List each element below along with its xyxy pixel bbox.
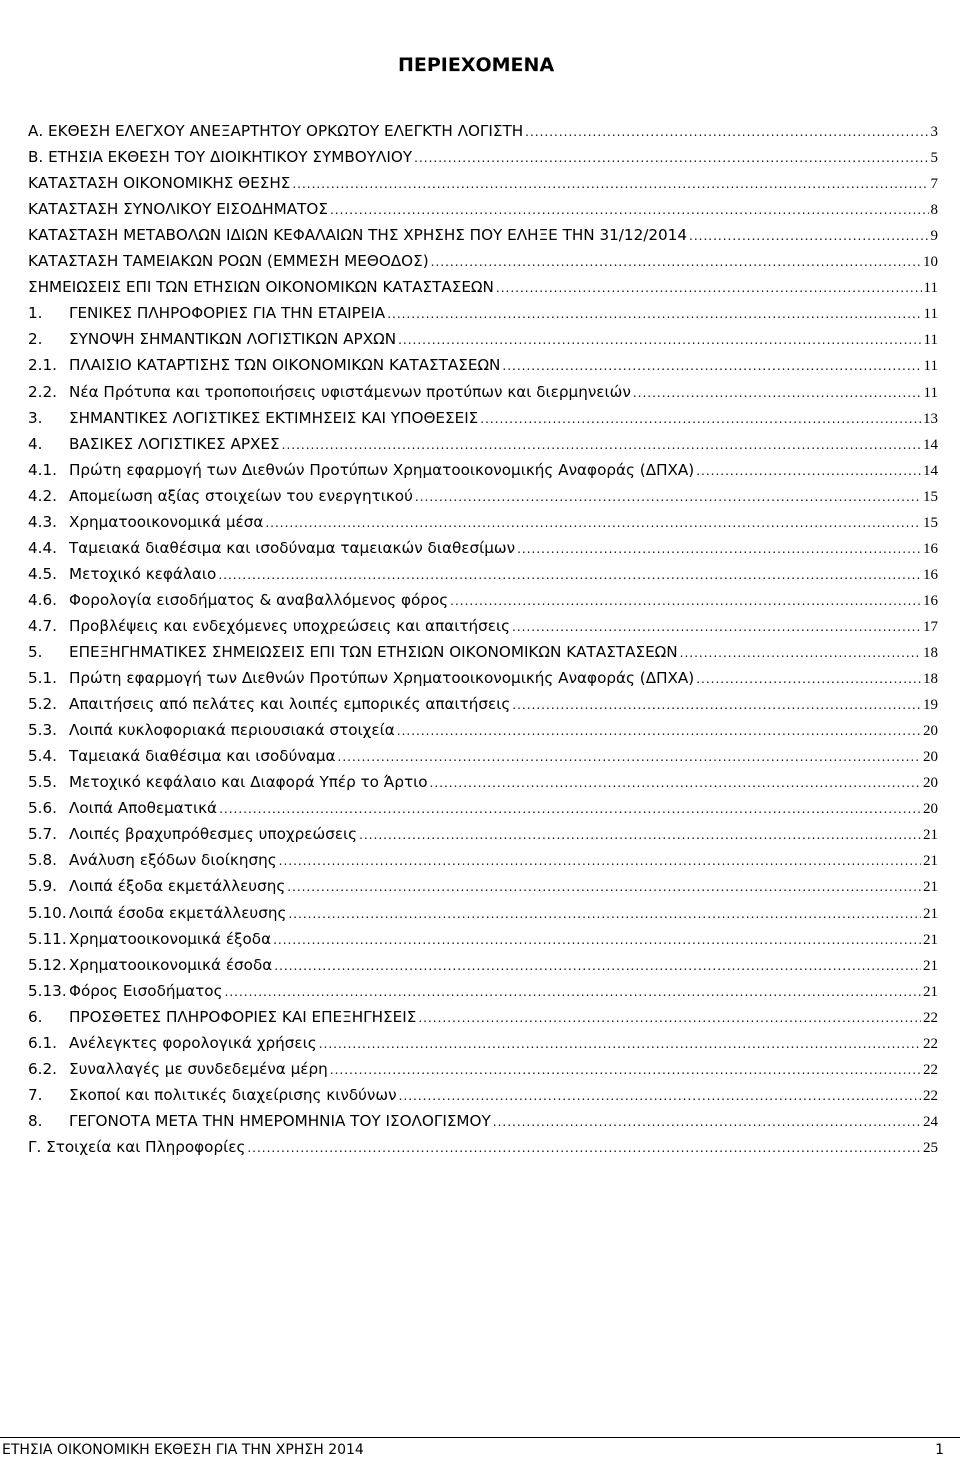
toc-entry-number: 5.7. (28, 825, 57, 844)
toc-entry-title: ΒΑΣΙΚΕΣ ΛΟΓΙΣΤΙΚΕΣ ΑΡΧΕΣ (69, 434, 280, 453)
toc-entry-page: 21 (923, 853, 938, 870)
toc-entry[interactable] (28, 721, 938, 747)
toc-dot-leader (282, 438, 921, 452)
toc-entry-page: 25 (923, 1139, 938, 1156)
toc-entry[interactable] (28, 904, 938, 930)
toc-entry-title: Προβλέψεις και ενδεχόμενες υποχρεώσεις και απαιτήσεις (69, 616, 511, 635)
toc-entry-title: Ταμειακά διαθέσιμα και ισοδύναμα ταμειακών διαθεσίμων (69, 538, 516, 557)
footer-title: ΕΤΗΣΙΑ ΟΙΚΟΝΟΜΙΚΗ ΕΚΘΕΣΗ ΓΙΑ ΤΗΝ ΧΡΗΣΗ 2014 (2, 1442, 364, 1458)
toc-entry[interactable] (28, 851, 938, 877)
toc-entry-page: 3 (930, 124, 938, 140)
toc-entry-number: 5.11. (28, 929, 67, 948)
toc-dot-leader (387, 307, 921, 321)
toc-entry-title: Σκοποί και πολιτικές διαχείρισης κινδύνων (69, 1085, 397, 1104)
toc-entry-title: Λοιπά Αποθεματικά (69, 799, 218, 818)
toc-entry-page: 22 (923, 1061, 938, 1078)
toc-entry-title: ΓΕΝΙΚΕΣ ΠΛΗΡΟΦΟΡΙΕΣ ΓΙΑ ΤΗΝ ΕΤΑΙΡΕΙΑ (69, 304, 386, 323)
toc-entry[interactable] (28, 278, 938, 304)
toc-entry-title: Μετοχικό κεφάλαιο και Διαφορά Υπέρ το Άρτιο (69, 773, 428, 792)
toc-entry-title: Λοιπά έξοδα εκμετάλλευσης (69, 877, 286, 896)
toc-dot-leader (502, 359, 921, 373)
toc-dot-leader (219, 802, 921, 816)
toc-entry-title: Λοιπές βραχυπρόθεσμες υποχρεώσεις (69, 825, 358, 844)
toc-dot-leader (633, 386, 922, 400)
toc-entry-page: 20 (923, 749, 938, 766)
toc-entry[interactable] (28, 982, 938, 1008)
toc-entry[interactable] (28, 877, 938, 903)
toc-entry-title: Πρώτη εφαρμογή των Διεθνών Προτύπων Χρηματοοικονομικής Αναφοράς (ΔΠΧΑ) (69, 460, 695, 479)
toc-entry[interactable] (28, 565, 938, 591)
toc-entry-title: ΚΑΤΑΣΤΑΣΗ ΜΕΤΑΒΟΛΩΝ ΙΔΙΩΝ ΚΕΦΑΛΑΙΩΝ ΤΗΣ ΧΡΗΣΗΣ ΠΟΥ ΕΛΗΞΕ ΤΗΝ 31/12/2014 (28, 226, 688, 245)
toc-dot-leader (330, 1063, 921, 1077)
toc-entry-title: Φορολογία εισοδήματος & αναβαλλόμενος φόρος (69, 590, 449, 609)
toc-dot-leader (397, 724, 921, 738)
toc-entry-title: Ταμειακά διαθέσιμα και ισοδύναμα (69, 747, 336, 766)
toc-entry-title: Νέα Πρότυπα και τροποποιήσεις υφιστάμενων προτύπων και διερμηνειών (69, 382, 631, 401)
toc-entry-number: 8. (28, 1111, 43, 1130)
toc-entry-number: 5.10. (28, 903, 67, 922)
toc-entry[interactable] (28, 643, 938, 669)
toc-entry[interactable] (28, 799, 938, 825)
toc-entry-page: 14 (923, 436, 938, 453)
toc-dot-leader (480, 412, 921, 426)
toc-dot-leader (359, 828, 921, 842)
toc-dot-leader (450, 594, 921, 608)
toc-entry-page: 21 (923, 983, 938, 1000)
toc-entry-title: ΓΕΓΟΝΟΤΑ ΜΕΤΑ ΤΗΝ ΗΜΕΡΟΜΗΝΙΑ ΤΟΥ ΙΣΟΛΟΓΙΣΜΟΥ (69, 1111, 491, 1130)
toc-entry-title: ΚΑΤΑΣΤΑΣΗ ΤΑΜΕΙΑΚΩΝ ΡΟΩΝ (ΕΜΜΕΣΗ ΜΕΘΟΔΟΣ) (28, 252, 429, 271)
toc-dot-leader (265, 516, 921, 530)
toc-entry-page: 9 (930, 228, 938, 245)
toc-entry-page: 16 (923, 592, 938, 609)
toc-entry-number: 5.6. (28, 799, 57, 818)
toc-entry-number: 5.2. (28, 695, 57, 714)
toc-entry-number: 5.3. (28, 721, 57, 740)
toc-entry-page: 14 (923, 462, 938, 479)
toc-dot-leader (338, 750, 921, 764)
toc-entry-title: Χρηματοοικονομικά μέσα (69, 512, 264, 531)
toc-entry-title: Α. ΕΚΘΕΣΗ ΕΛΕΓΧΟΥ ΑΝΕΞΑΡΤΗΤΟΥ ΟΡΚΩΤΟΥ ΕΛΕΓΚΤΗ ΛΟΓΙΣΤΗ (28, 122, 524, 140)
toc-entry-title: Γ. Στοιχεία και Πληροφορίες (28, 1137, 246, 1156)
toc-entry[interactable] (28, 252, 938, 278)
toc-dot-leader (517, 542, 921, 556)
toc-dot-leader (279, 854, 921, 868)
toc-entry-page: 22 (923, 1087, 938, 1104)
toc-entry[interactable] (28, 1034, 938, 1060)
toc-entry[interactable] (28, 200, 938, 226)
toc-entry-number: 5. (28, 643, 43, 661)
toc-entry-number: 4.1. (28, 460, 57, 479)
toc-entry[interactable] (28, 148, 938, 174)
toc-entry-title: ΣΥΝΟΨΗ ΣΗΜΑΝΤΙΚΩΝ ΛΟΓΙΣΤΙΚΩΝ ΑΡΧΩΝ (69, 330, 397, 349)
toc-entry-title: Ανάλυση εξόδων διοίκησης (69, 851, 277, 870)
toc-entry[interactable] (28, 539, 938, 565)
toc-entry-page: 19 (923, 697, 938, 714)
toc-entry-title: ΣΗΜΕΙΩΣΕΙΣ ΕΠΙ ΤΩΝ ΕΤΗΣΙΩΝ ΟΙΚΟΝΟΜΙΚΩΝ ΚΑΤΑΣΤΑΣΕΩΝ (28, 278, 494, 297)
toc-entry-number: 4.3. (28, 512, 57, 531)
toc-dot-leader (288, 907, 921, 921)
toc-entry-title: Χρηματοοικονομικά έξοδα (69, 929, 272, 948)
toc-dot-leader (273, 933, 921, 947)
toc-dot-leader (399, 1089, 921, 1103)
toc-dot-leader (225, 985, 921, 999)
toc-entry-number: 4.7. (28, 616, 57, 635)
toc-entry-number: 4.5. (28, 564, 57, 583)
toc-entry[interactable] (28, 1008, 938, 1034)
toc-dot-leader (415, 490, 921, 504)
toc-entry[interactable] (28, 695, 938, 721)
toc-entry-page: 11 (923, 280, 938, 297)
page-title: ΠΕΡΙΕΧΟΜΕΝΑ (398, 54, 555, 76)
toc-entry-title: Χρηματοοικονομικά έσοδα (69, 955, 273, 974)
toc-entry-title: Πρώτη εφαρμογή των Διεθνών Προτύπων Χρηματοοικονομικής Αναφοράς (ΔΠΧΑ) (69, 669, 695, 688)
toc-entry-page: 21 (923, 905, 938, 922)
toc-entry-title: Συναλλαγές με συνδεδεμένα μέρη (69, 1059, 328, 1078)
toc-entry-page: 17 (923, 618, 938, 635)
toc-dot-leader (430, 776, 921, 790)
toc-entry[interactable] (28, 825, 938, 851)
footer-divider (0, 1437, 960, 1438)
toc-entry-number: 4.2. (28, 486, 57, 505)
toc-entry[interactable] (28, 930, 938, 956)
toc-entry-number: 6.2. (28, 1059, 57, 1078)
toc-entry[interactable] (28, 773, 938, 799)
toc-entry-number: 4.4. (28, 538, 57, 557)
toc-entry-number: 5.12. (28, 955, 67, 974)
toc-entry-title: ΕΠΕΞΗΓΗΜΑΤΙΚΕΣ ΣΗΜΕΙΩΣΕΙΣ ΕΠΙ ΤΩΝ ΕΤΗΣΙΩΝ ΟΙΚΟΝΟΜΙΚΩΝ ΚΑΤΑΣΤΑΣΕΩΝ (69, 643, 678, 661)
toc-entry-page: 13 (923, 410, 938, 427)
toc-entry-page: 11 (923, 358, 938, 375)
toc-entry-page: 20 (923, 723, 938, 740)
toc-entry-number: 5.9. (28, 877, 57, 896)
toc-entry-number: 6.1. (28, 1033, 57, 1052)
toc-entry-number: 1. (28, 304, 43, 323)
toc-entry[interactable] (28, 1060, 938, 1086)
toc-entry-page: 21 (923, 957, 938, 974)
toc-entry-page: 16 (923, 540, 938, 557)
toc-entry-title: ΚΑΤΑΣΤΑΣΗ ΣΥΝΟΛΙΚΟΥ ΕΙΣΟΔΗΜΑΤΟΣ (28, 200, 328, 219)
toc-dot-leader (512, 620, 921, 634)
toc-entry-page: 15 (923, 488, 938, 505)
toc-entry-page: 8 (930, 202, 938, 219)
toc-entry-page: 16 (923, 566, 938, 583)
toc-entry-page: 5 (930, 150, 938, 167)
toc-entry-number: 3. (28, 408, 43, 427)
toc-dot-leader (218, 568, 921, 582)
toc-dot-leader (496, 281, 922, 295)
toc-entry[interactable] (28, 617, 938, 643)
toc-entry-page: 21 (923, 931, 938, 948)
toc-entry-title: Φόρος Εισοδήματος (69, 981, 223, 1000)
toc-entry[interactable] (28, 487, 938, 513)
toc-dot-leader (414, 151, 928, 165)
toc-entry-number: 5.13. (28, 981, 67, 1000)
toc-dot-leader (319, 1037, 921, 1051)
toc-entry-page: 7 (930, 176, 938, 193)
toc-entry-number: 2.2. (28, 382, 57, 401)
toc-dot-leader (525, 125, 928, 139)
toc-entry-title: ΠΡΟΣΘΕΤΕΣ ΠΛΗΡΟΦΟΡΙΕΣ ΚΑΙ ΕΠΕΞΗΓΗΣΕΙΣ (69, 1007, 417, 1026)
toc-entry[interactable] (28, 435, 938, 461)
toc-dot-leader (680, 646, 921, 660)
toc-entry-page: 24 (923, 1113, 938, 1130)
toc-entry-number: 2.1. (28, 356, 57, 375)
toc-entry-title: Β. ΕΤΗΣΙΑ ΕΚΘΕΣΗ ΤΟΥ ΔΙΟΙΚΗΤΙΚΟΥ ΣΥΜΒΟΥΛΙΟΥ (28, 148, 413, 167)
toc-entry-page: 20 (923, 801, 938, 818)
toc-entry-title: Λοιπά έσοδα εκμετάλλευσης (69, 903, 287, 922)
toc-entry-page: 22 (923, 1035, 938, 1052)
toc-entry[interactable] (28, 174, 938, 200)
footer-page-number: 1 (935, 1442, 944, 1458)
toc-entry-title: Ανέλεγκτες φορολογικά χρήσεις (69, 1033, 317, 1052)
toc-entry[interactable] (28, 330, 938, 356)
toc-dot-leader (512, 698, 921, 712)
toc-dot-leader (247, 1141, 921, 1155)
toc-entry-title: ΠΛΑΙΣΙΟ ΚΑΤΑΡΤΙΣΗΣ ΤΩΝ ΟΙΚΟΝΟΜΙΚΩΝ ΚΑΤΑΣΤΑΣΕΩΝ (69, 356, 501, 375)
toc-entry[interactable] (28, 1112, 938, 1138)
toc-entry-page: 11 (923, 332, 938, 349)
toc-entry[interactable] (28, 591, 938, 617)
toc-entry-number: 2. (28, 330, 43, 349)
toc-entry[interactable] (28, 513, 938, 539)
toc-entry[interactable] (28, 461, 938, 487)
toc-entry-number: 7. (28, 1085, 43, 1104)
toc-entry-page: 21 (923, 827, 938, 844)
toc-entry-page: 21 (923, 879, 938, 896)
toc-entry-page: 10 (923, 254, 938, 271)
toc-entry[interactable] (28, 409, 938, 435)
toc-dot-leader (696, 464, 921, 478)
toc-entry-number: 5.8. (28, 851, 57, 870)
toc-entry[interactable] (28, 304, 938, 330)
toc-entry-title: ΣΗΜΑΝΤΙΚΕΣ ΛΟΓΙΣΤΙΚΕΣ ΕΚΤΙΜΗΣΕΙΣ ΚΑΙ ΥΠΟΘΕΣΕΙΣ (69, 408, 479, 427)
toc-entry-page: 20 (923, 775, 938, 792)
toc-entry-title: Μετοχικό κεφάλαιο (69, 564, 217, 583)
toc-dot-leader (292, 177, 928, 191)
toc-entry-page: 18 (923, 671, 938, 688)
toc-entry[interactable] (28, 669, 938, 695)
toc-entry-number: 6. (28, 1007, 43, 1026)
toc-entry[interactable] (28, 226, 938, 252)
toc-dot-leader (493, 1115, 921, 1129)
toc-dot-leader (274, 959, 921, 973)
toc-dot-leader (287, 880, 921, 894)
toc-entry-page: 11 (923, 384, 938, 401)
toc-entry[interactable] (28, 956, 938, 982)
toc-dot-leader (431, 255, 921, 269)
toc-entry-page: 15 (923, 514, 938, 531)
toc-entry-page: 22 (923, 1009, 938, 1026)
toc-entry-title: Απαιτήσεις από πελάτες και λοιπές εμπορικές απαιτήσεις (69, 695, 511, 714)
toc-entry-page: 18 (923, 645, 938, 661)
toc-entry[interactable] (28, 356, 938, 382)
toc-entry[interactable] (28, 122, 938, 148)
toc-entry-title: Λοιπά κυκλοφοριακά περιουσιακά στοιχεία (69, 721, 395, 740)
toc-dot-leader (398, 333, 921, 347)
toc-entry-number: 4.6. (28, 590, 57, 609)
toc-dot-leader (689, 229, 928, 243)
toc-entry[interactable] (28, 1138, 938, 1164)
toc-entry-number: 5.4. (28, 747, 57, 766)
toc-entry[interactable] (28, 383, 938, 409)
toc-entry-title: ΚΑΤΑΣΤΑΣΗ ΟΙΚΟΝΟΜΙΚΗΣ ΘΕΣΗΣ (28, 174, 291, 193)
toc-entry[interactable] (28, 747, 938, 773)
toc-entry-number: 5.1. (28, 669, 57, 688)
toc-entry-page: 11 (923, 306, 938, 323)
toc-dot-leader (696, 672, 921, 686)
toc-dot-leader (418, 1011, 921, 1025)
toc-entry-title: Απομείωση αξίας στοιχείων του ενεργητικού (69, 486, 413, 505)
toc-dot-leader (330, 203, 929, 217)
toc-entry-number: 5.5. (28, 773, 57, 792)
toc-entry[interactable] (28, 1086, 938, 1112)
toc-entry-number: 4. (28, 434, 43, 453)
